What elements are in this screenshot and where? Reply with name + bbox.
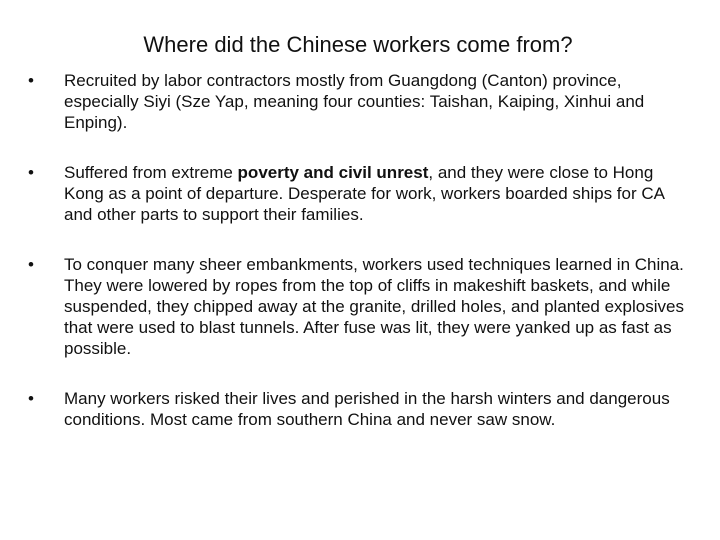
bullet-list (28, 70, 696, 430)
bullet-text: Recruited by labor contractors mostly from Guangdong (Canton) province, especially Siyi (Sze Yap, meaning four counties: Taishan, Kaiping, Xinhui and Enping). (64, 71, 645, 132)
bullet-text-emphasis: poverty and civil unrest (237, 163, 429, 182)
bullet-text: Many workers risked their lives and perished in the harsh winters and dangerous conditions. Most came from southern China and never saw snow. (64, 389, 670, 429)
slide-title: Where did the Chinese workers come from? (143, 32, 573, 57)
bullet-marker: • (28, 389, 34, 408)
bullet-item (28, 388, 696, 430)
bullet-item (28, 70, 696, 133)
bullet-text-suffix: , and they were close to Hong Kong as a point of departure. Desperate for work, workers boarded ships for CA and other parts to support their families. (64, 163, 665, 224)
bullet-item (28, 162, 696, 225)
bullet-item (28, 254, 696, 359)
bullet-marker: • (28, 71, 34, 90)
bullet-marker: • (28, 163, 34, 182)
bullet-marker: • (28, 255, 34, 274)
bullet-text-prefix: Suffered from extreme (64, 163, 238, 182)
bullet-text: To conquer many sheer embankments, workers used techniques learned in China. They were lowered by ropes from the top of cliffs in makeshift baskets, and while suspended, they chipped away at the granite, drilled holes, and planted explosives that were used to blast tunnels. After fuse was lit, they were yanked up as fast as possible. (64, 255, 684, 358)
